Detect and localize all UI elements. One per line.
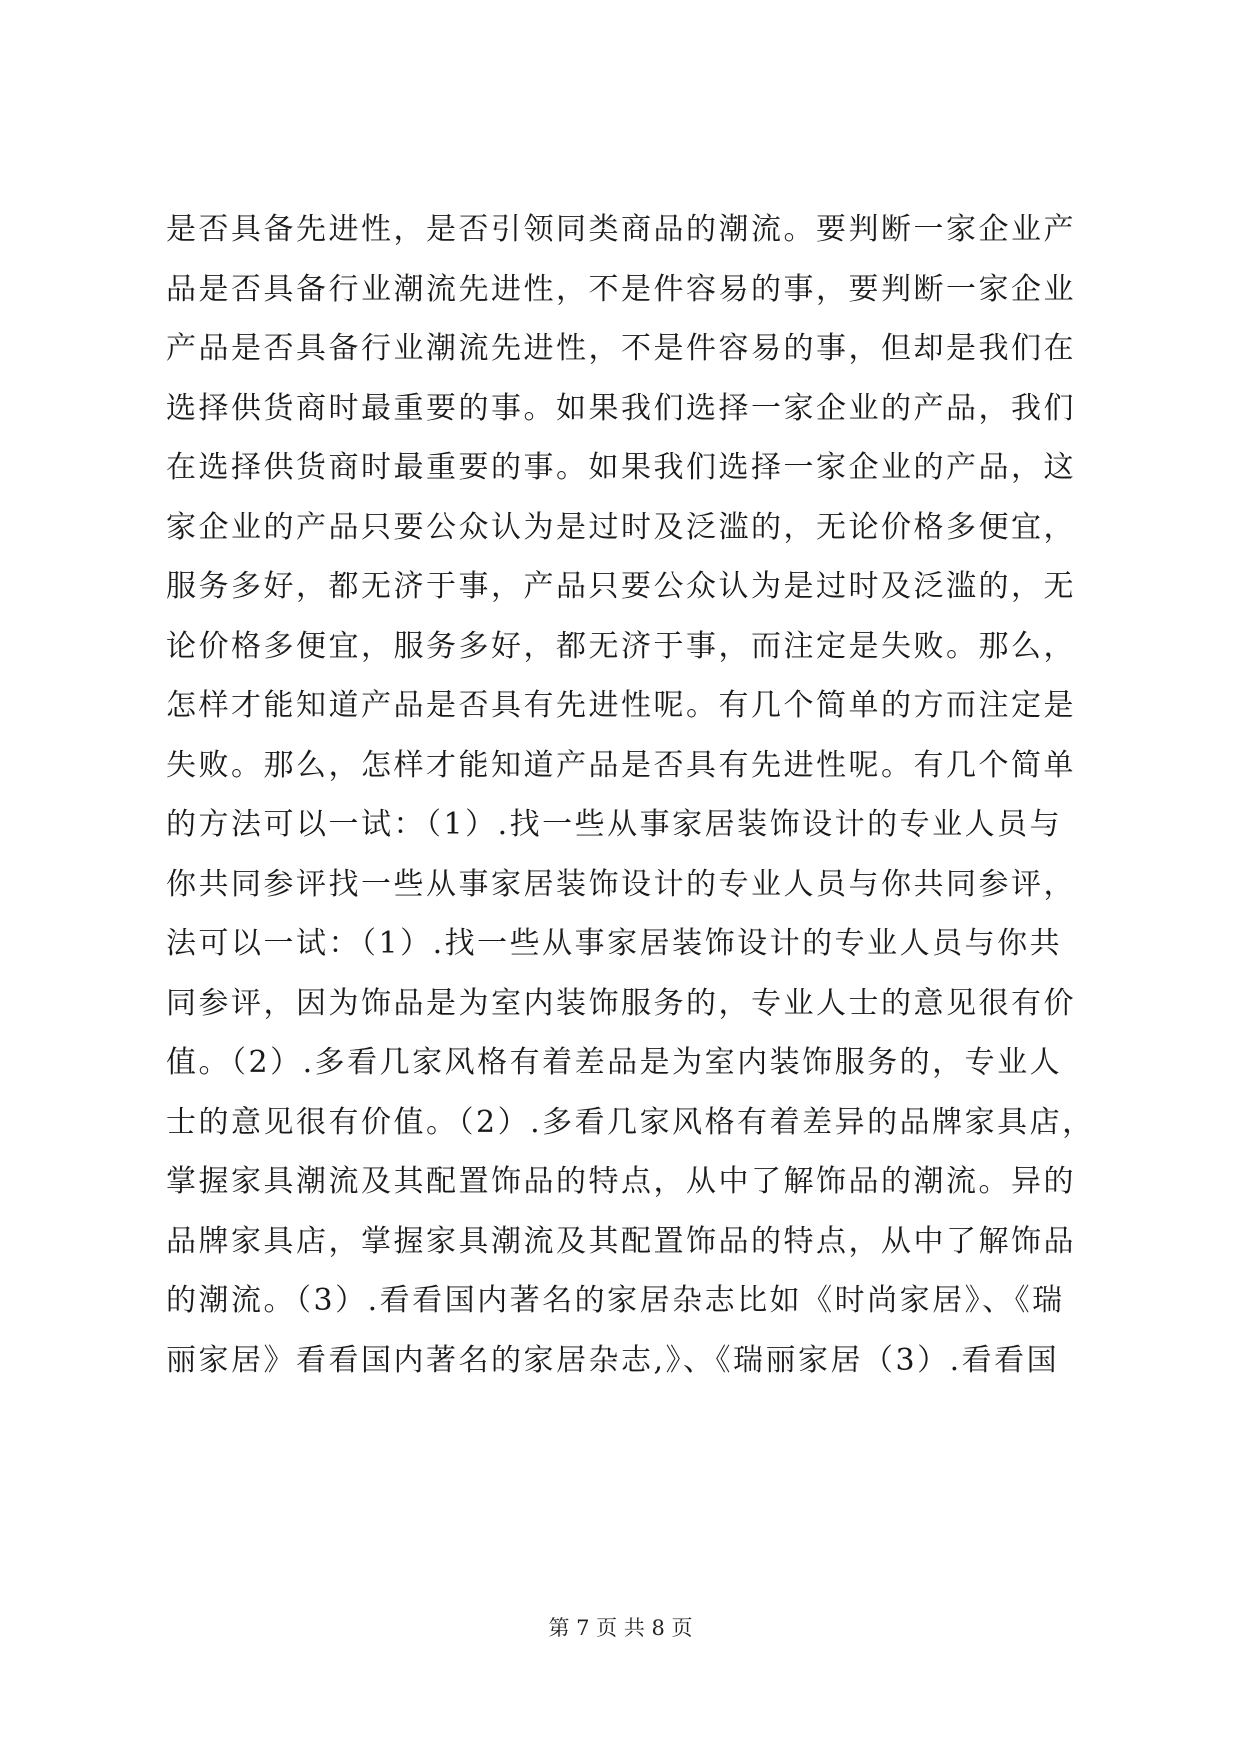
text-line: 服务多好，都无济于事，产品只要公众认为是过时及泛滥的，无 [166, 569, 1076, 604]
text-line: 值。（2）.多看几家风格有着差品是为室内装饰服务的，专业人 [166, 1045, 1063, 1080]
text-line: 品牌家具店，掌握家具潮流及其配置饰品的特点，从中了解饰品 [166, 1223, 1076, 1259]
text-line: 法可以一试：（1）.找一些从事家居装饰设计的专业人员与你共 [166, 926, 1063, 961]
text-line: 是否具备先进性，是否引领同类商品的潮流。要判断一家企业产 [166, 212, 1076, 247]
text-line: 在选择供货商时最重要的事。如果我们选择一家企业的产品，这 [166, 450, 1076, 485]
text-line: 你共同参评找一些从事家居装饰设计的专业人员与你共同参评， [166, 866, 1076, 902]
text-line: 失败。那么，怎样才能知道产品是否具有先进性呢。有几个简单 [166, 747, 1076, 783]
text-line: 产品是否具备行业潮流先进性，不是件容易的事，但却是我们在 [166, 331, 1076, 366]
text-line: 掌握家具潮流及其配置饰品的特点，从中了解饰品的潮流。异的 [166, 1164, 1076, 1199]
text-line: 怎样才能知道产品是否具有先进性呢。有几个简单的方而注定是 [166, 688, 1076, 723]
text-line: 家企业的产品只要公众认为是过时及泛滥的，无论价格多便宜， [166, 509, 1076, 545]
text-line: 论价格多便宜，服务多好，都无济于事，而注定是失败。那么， [166, 628, 1076, 664]
body-text [166, 200, 1095, 1390]
text-line: 的方法可以一试：（1）.找一些从事家居装饰设计的专业人员与 [166, 807, 1063, 842]
text-line: 丽家居》看看国内著名的家居杂志,》、《瑞丽家居（3）.看看国 [166, 1342, 1060, 1378]
page-number-footer: 第 7 页 共 8 页 [548, 1616, 693, 1640]
text-line: 的潮流。（3）.看看国内著名的家居杂志比如《时尚家居》、《瑞 [166, 1283, 1065, 1318]
text-line: 士的意见很有价值。（2）.多看几家风格有着差异的品牌家具店， [166, 1104, 1095, 1140]
text-line: 选择供货商时最重要的事。如果我们选择一家企业的产品，我们 [166, 390, 1076, 426]
text-line: 同参评，因为饰品是为室内装饰服务的，专业人士的意见很有价 [166, 985, 1076, 1021]
text-line: 品是否具备行业潮流先进性，不是件容易的事，要判断一家企业 [166, 271, 1076, 307]
